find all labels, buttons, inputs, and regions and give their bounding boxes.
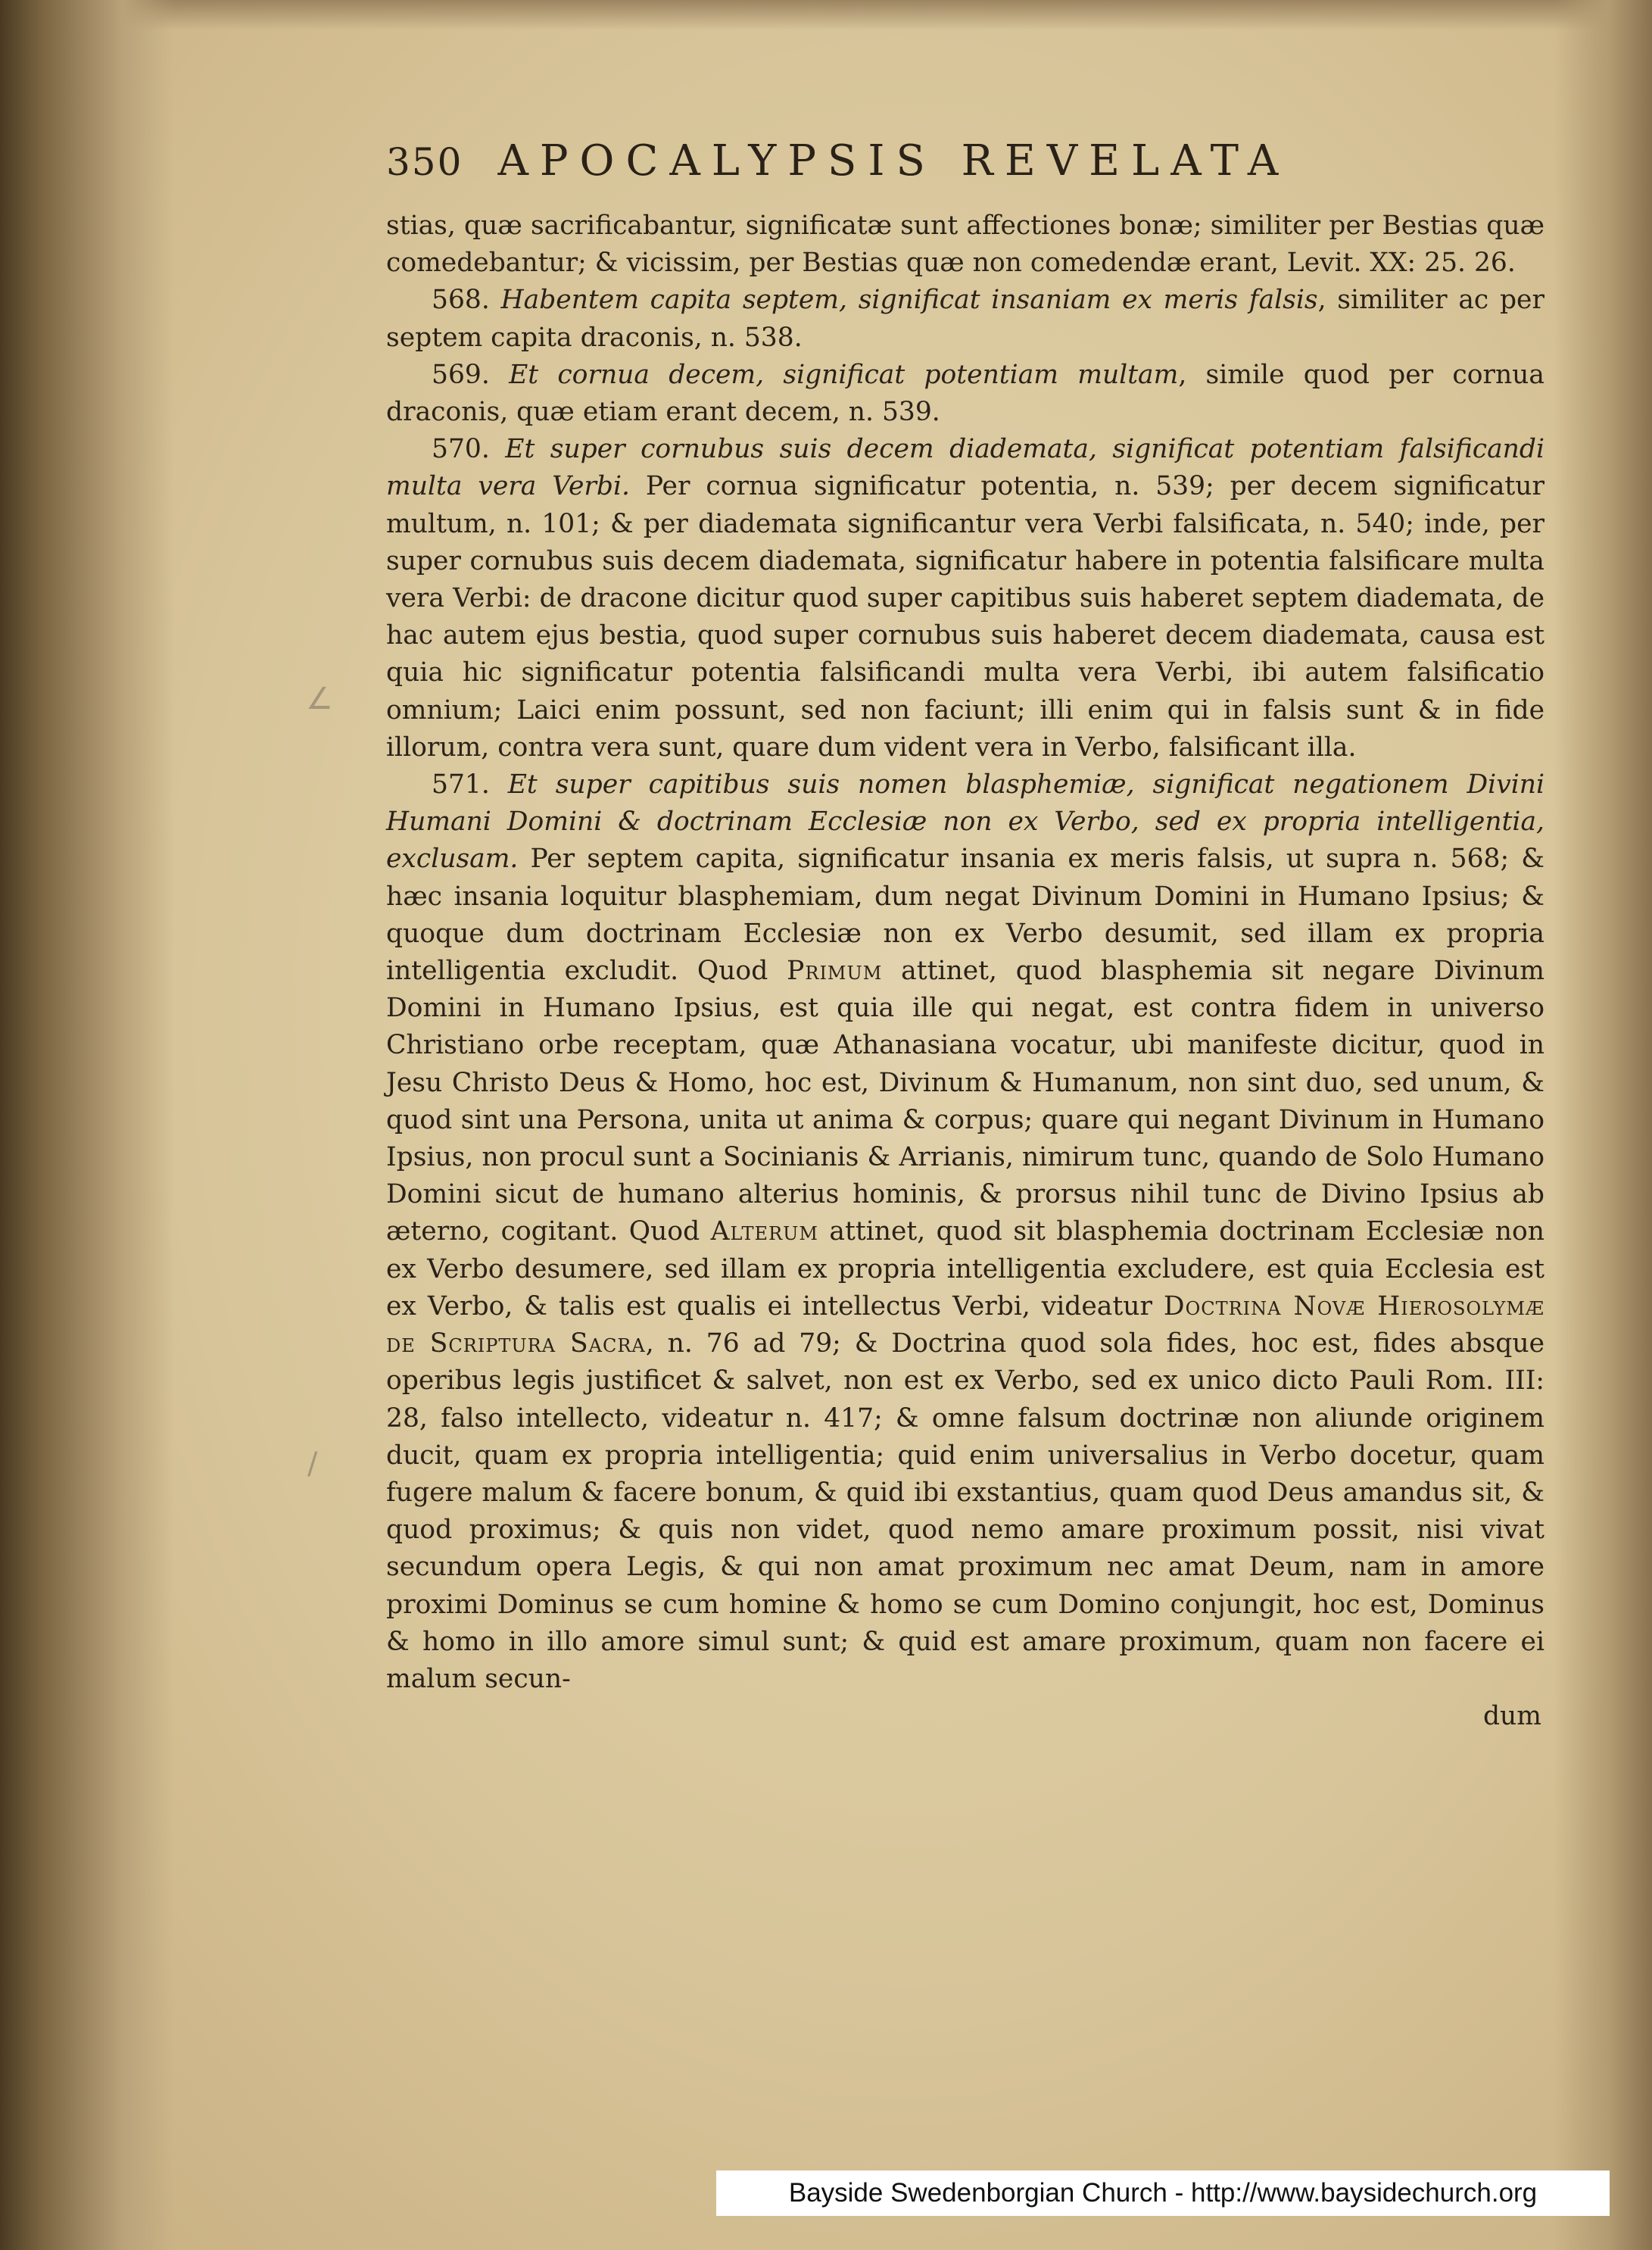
paragraph <box>386 282 1544 356</box>
text-segment: 568. <box>432 285 501 316</box>
small-caps-text: Primum <box>787 956 883 987</box>
paragraph <box>386 208 1544 282</box>
catchword: dum <box>1482 1701 1541 1732</box>
text-segment: 570. <box>432 434 506 465</box>
italic-text: Et cornua decem, significat potentiam multam <box>509 359 1179 390</box>
italic-text: Et super capitibus suis nomen blasphemiæ, significat negationem Divini Humani Domini & doctrinam Ecclesiæ non ex Verbo, sed ex propria intelligentia, exclusam. <box>386 769 1544 875</box>
italic-text: Et super cornubus suis decem diademata, significat potentiam falsificandi multa vera Verbi. <box>386 434 1544 502</box>
body-text <box>386 208 1544 1698</box>
text-segment: stias, quæ sacrificabantur, significatæ sunt affectiones bonæ; similiter per Bestias quæ comedebantur; & vicissim, per Bestias quæ non comedendæ erant, Levit. XX: 25. 26. <box>386 211 1544 279</box>
text-segment: , n. 76 ad 79; & Doctrina quod sola fides, hoc est, fides absque operibus legis justificet & salvet, non est ex Verbo, sed ex unico dicto Pauli Rom. III: 28, falso intellecto, videatur n. 417; & omne falsum doctrinæ non aliunde originem ducit, quam ex propria intelligentia; quid enim universalius in Verbo docetur, quam fugere malum & facere bonum, & quid ibi exstantius, quam quod Deus amandus sit, & quod proximus; & quis non videt, quod nemo amare proximum possit, nisi vivat secundum opera Legis, & qui non amat proximum nec amat Deum, nam in amore proximi Dominus se cum homine & homo se cum Domino conjungit, hoc est, Dominus & homo in illo amore simul sunt; & quid est amare proximum, quam non facere ei malum secun- <box>386 1328 1545 1694</box>
text-segment: 569. <box>432 359 510 390</box>
text-segment: , similiter ac per septem capita draconis, n. 538. <box>386 285 1544 353</box>
paragraph <box>386 431 1544 766</box>
top-edge-shadow <box>0 0 1652 30</box>
footer-credit: Bayside Swedenborgian Church - http://www.baysidechurch.org <box>716 2170 1610 2216</box>
text-segment: Per septem capita, significatur insania ex meris falsis, ut supra n. 568; & hæc insania loquitur blasphemiam, dum negat Divinum Domini in Humano Ipsius; & quoque dum doctrinam Ecclesiæ non ex Verbo desumit, sed illam ex propria intelligentia excludit. Quod <box>386 844 1544 987</box>
page-edge-shadow <box>1554 0 1652 2250</box>
text-segment: Per cornua significatur potentia, n. 539; per decem significatur multum, n. 101; & per diademata significantur vera Verbi falsificata, n. 540; inde, per super cornubus suis decem diademata, significatur habere in potentia falsificare multa vera Verbi: de dracone dicitur quod super capitibus suis haberet septem diademata, de hac autem ejus bestia, quod super cornubus suis haberet decem diademata, causa est quia hic significatur potentia falsificandi multa vera Verbi, ibi autem falsificatio omnium; Laici enim possunt, sed non faciunt; illi enim qui in falsis sunt & in fide illorum, contra vera sunt, quare dum vident vera in Verbo, falsificant illa. <box>386 471 1544 763</box>
paragraph <box>386 766 1544 1698</box>
pencil-mark: ∠ <box>306 682 333 716</box>
book-page <box>386 136 1544 1735</box>
page-number: 350 <box>386 140 463 184</box>
running-title: APOCALYPSIS REVELATA <box>497 136 1290 186</box>
pencil-mark: / <box>307 1446 318 1481</box>
binding-gutter <box>0 0 174 2250</box>
paragraph <box>386 357 1544 431</box>
text-segment: , simile quod per cornua draconis, quæ etiam erant decem, n. 539. <box>386 359 1544 428</box>
text-segment: attinet, quod sit blasphemia doctrinam Ecclesiæ non ex Verbo desumere, sed illam ex propria intelligentia excludere, est quia Ecclesia est ex Verbo, & talis est qualis ei intellectus Verbi, videatur <box>386 1216 1544 1322</box>
small-caps-text: Alterum <box>710 1216 818 1247</box>
italic-text: Habentem capita septem, significat insaniam ex meris falsis <box>500 285 1318 316</box>
text-segment: 571. <box>432 769 508 800</box>
small-caps-text: Doctrina Novæ Hierosolymæ de Scriptura Sacra <box>386 1290 1544 1359</box>
running-head <box>386 136 1544 204</box>
text-segment: attinet, quod blasphemia sit negare Divinum Domini in Humano Ipsius, est quia ille qui negat, est contra fidem in universo Christiano orbe receptam, quæ Athanasiana vocatur, ubi manifeste dicitur, quod in Jesu Christo Deus & Homo, hoc est, Divinum & Humanum, non sint duo, sed unum, & quod sint una Persona, unita ut anima & corpus; quare qui negant Divinum in Humano Ipsius, non procul sunt a Socinianis & Arrianis, nimirum tunc, quando de Solo Humano Domini sicut de humano alterius hominis, & prorsus nihil tunc de Divino Ipsius ab æterno, cogitant. Quod <box>386 956 1544 1247</box>
